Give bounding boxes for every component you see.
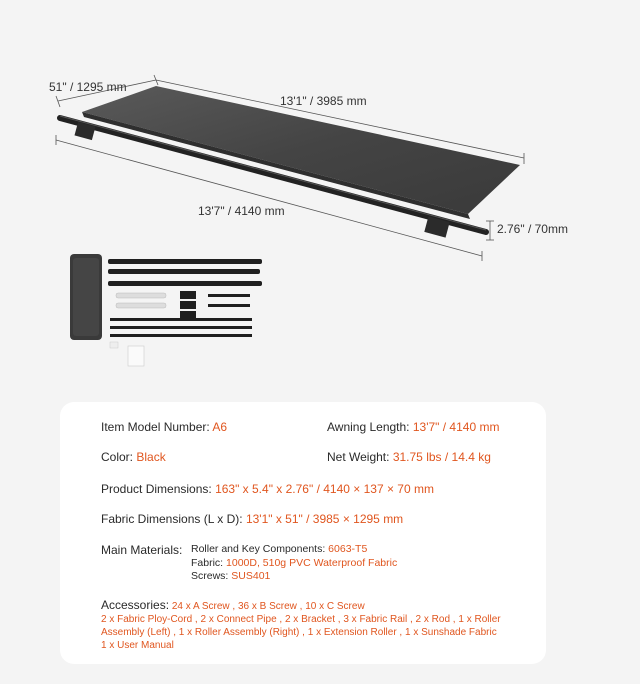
color-row [101,450,166,464]
net-weight-row [327,450,491,464]
rod-part [110,326,252,329]
accessories-block [101,599,501,652]
material-key: Screws: [191,570,229,582]
rail-part [108,281,262,286]
total-length-label: 13'7" / 4140 mm [198,204,285,218]
rail-part [108,269,260,274]
manual-part [128,346,144,366]
parts-kit [70,254,262,366]
rod-part [110,334,252,337]
product-dimensions-label: Product Dimensions: [101,482,212,496]
color-label: Color: [101,450,134,464]
material-value: 6063-T5 [328,543,368,555]
accessories-line-text: 24 x A Screw , 36 x B Screw , 10 x C Screw [171,601,365,612]
specifications-card [60,402,546,664]
material-item [191,543,367,555]
bracket-part [180,301,196,309]
accessories-line [101,599,501,613]
material-item [191,557,397,569]
material-key: Roller and Key Components: [191,543,326,555]
color-value: Black [136,450,166,464]
net-weight-value: 31.75 lbs / 14.4 kg [392,450,491,464]
bracket-part [180,291,196,299]
model-number-label: Item Model Number: [101,420,210,434]
rod-part [208,304,250,307]
material-value: SUS401 [231,570,271,582]
accessories-line: 2 x Fabric Ploy-Cord , 2 x Connect Pipe , 2 x Bracket , 3 x Fabric Rail , 2 x Rod , 1 x Roller [101,614,501,625]
screw-bag-part [110,342,118,348]
bracket-part [180,311,196,319]
awning-length-value: 13'7" / 4140 mm [412,420,500,434]
fabric-length-label: 13'1" / 3985 mm [280,94,367,108]
accessories-label: Accessories: [101,598,170,612]
material-value: 1000D, 510g PVC Waterproof Fabric [226,557,398,569]
awning-length-row [327,420,499,434]
model-number-value: A6 [212,420,228,434]
pipe-part [116,293,166,298]
rod-part [208,294,250,297]
fabric-dimensions-label: Fabric Dimensions (L x D): [101,512,243,526]
rod-part [110,318,252,321]
width-label: 51" / 1295 mm [49,80,127,94]
product-dimensions-row [101,482,434,496]
material-key: Fabric: [191,557,224,569]
height-label: 2.76" / 70mm [497,222,568,236]
awning-length-label: Awning Length: [327,420,410,434]
fabric-dimensions-value: 13'1" x 51" / 3985 × 1295 mm [245,512,404,526]
fabric-dimensions-row [101,512,403,526]
accessories-line: 1 x User Manual [101,640,174,651]
main-materials-label: Main Materials: [101,543,183,557]
pipe-part [116,303,166,308]
net-weight-label: Net Weight: [327,450,390,464]
rail-part [108,259,262,264]
product-dimensions-value: 163" x 5.4" x 2.76" / 4140 × 137 × 70 mm [215,482,434,496]
accessories-line: Assembly (Left) , 1 x Roller Assembly (Right) , 1 x Extension Roller , 1 x Sunshade Fabric [101,627,497,638]
material-item [191,570,270,582]
model-number-row [101,420,227,434]
